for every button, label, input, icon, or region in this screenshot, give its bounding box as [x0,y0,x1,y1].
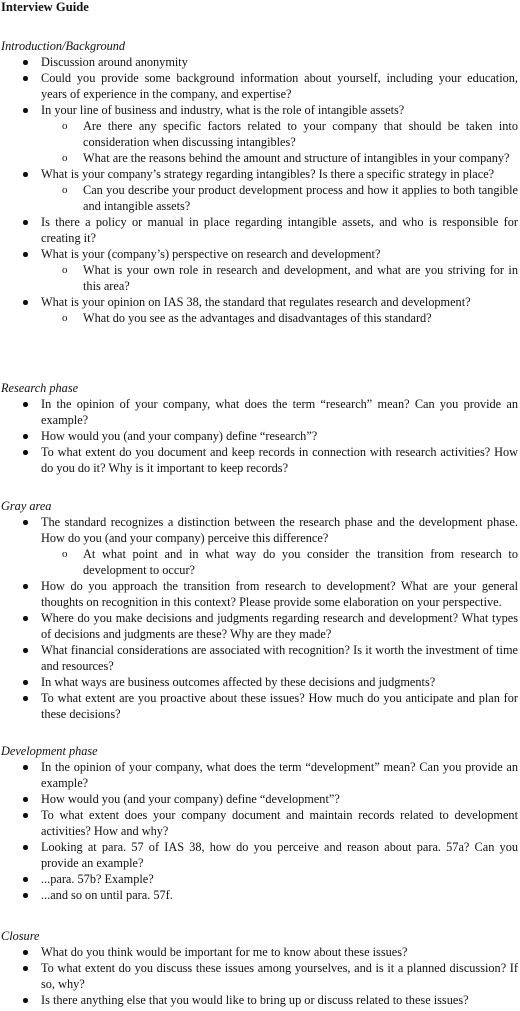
section-research-phase [0,380,520,476]
bullet-list [0,54,520,326]
list-item: What is your opinion on IAS 38, the standard that regulates research and development? [0,294,520,310]
list-item: What is your company’s strategy regarding intangibles? Is there a specific strategy in place? [0,166,520,182]
list-item: In what ways are business outcomes affected by these decisions and judgments? [0,674,520,690]
bullet-list [0,944,520,1008]
list-item: Could you provide some background information about yourself, including your education, years of experience in the company, and expertise? [0,70,520,102]
section-development-phase [0,743,520,903]
section-gray-area [0,498,520,722]
list-item: To what extent do you document and keep records in connection with research activities? How do you do it? Why is it important to keep records? [0,444,520,476]
list-item: The standard recognizes a distinction between the research phase and the development phase. How do you (and your company) perceive this difference? [0,514,520,546]
sub-list-item: o Are there any specific factors related to your company that should be taken into consideration when discussing intangibles? [0,118,520,150]
list-item: Is there a policy or manual in place regarding intangible assets, and who is responsible for creating it? [0,214,520,246]
section-title: Research phase [1,381,79,395]
sub-list-item: o What is your own role in research and development, and what are you striving for in this area? [0,262,520,294]
sub-list-item: o What are the reasons behind the amount and structure of intangibles in your company? [0,150,520,166]
sub-list-item: o What do you see as the advantages and disadvantages of this standard? [0,310,520,326]
section-title: Introduction/Background [1,39,126,53]
list-item: How would you (and your company) define “research”? [0,428,520,444]
section-introduction [0,38,520,326]
list-item: To what extent are you proactive about these issues? How much do you anticipate and plan for these decisions? [0,690,520,722]
list-item: ...para. 57b? Example? [0,871,520,887]
list-item: To what extent do you discuss these issues among yourselves, and is it a planned discussion? If so, why? [0,960,520,992]
list-item: What financial considerations are associated with recognition? Is it worth the investment of time and resources? [0,642,520,674]
document-title: Interview Guide [1,0,89,14]
list-item: Where do you make decisions and judgments regarding research and development? What types of decisions and judgments are these? Why are they made? [0,610,520,642]
list-item: ...and so on until para. 57f. [0,887,520,903]
sub-list-item: o At what point and in what way do you consider the transition from research to development to occur? [0,546,520,578]
list-item: To what extent does your company document and maintain records related to development activities? How and why? [0,807,520,839]
section-title: Development phase [1,744,98,758]
section-title: Closure [1,929,40,943]
list-item: In your line of business and industry, what is the role of intangible assets? [0,102,520,118]
sub-list-item: o Can you describe your product development process and how it applies to both tangible and intangible assets? [0,182,520,214]
list-item: What do you think would be important for me to know about these issues? [0,944,520,960]
list-item: Looking at para. 57 of IAS 38, how do you perceive and reason about para. 57a? Can you provide an example? [0,839,520,871]
section-title: Gray area [1,499,52,513]
bullet-list [0,396,520,476]
list-item: What is your (company’s) perspective on research and development? [0,246,520,262]
list-item: Is there anything else that you would like to bring up or discuss related to these issues? [0,992,520,1008]
list-item: How would you (and your company) define “development”? [0,791,520,807]
bullet-list [0,759,520,903]
list-item: Discussion around anonymity [0,54,520,70]
list-item: In the opinion of your company, what does the term “development” mean? Can you provide an example? [0,759,520,791]
list-item: In the opinion of your company, what does the term “research” mean? Can you provide an example? [0,396,520,428]
list-item: How do you approach the transition from research to development? What are your general thoughts on recognition in this context? Please provide some elaboration on your perspective. [0,578,520,610]
section-closure [0,928,520,1008]
bullet-list [0,514,520,722]
